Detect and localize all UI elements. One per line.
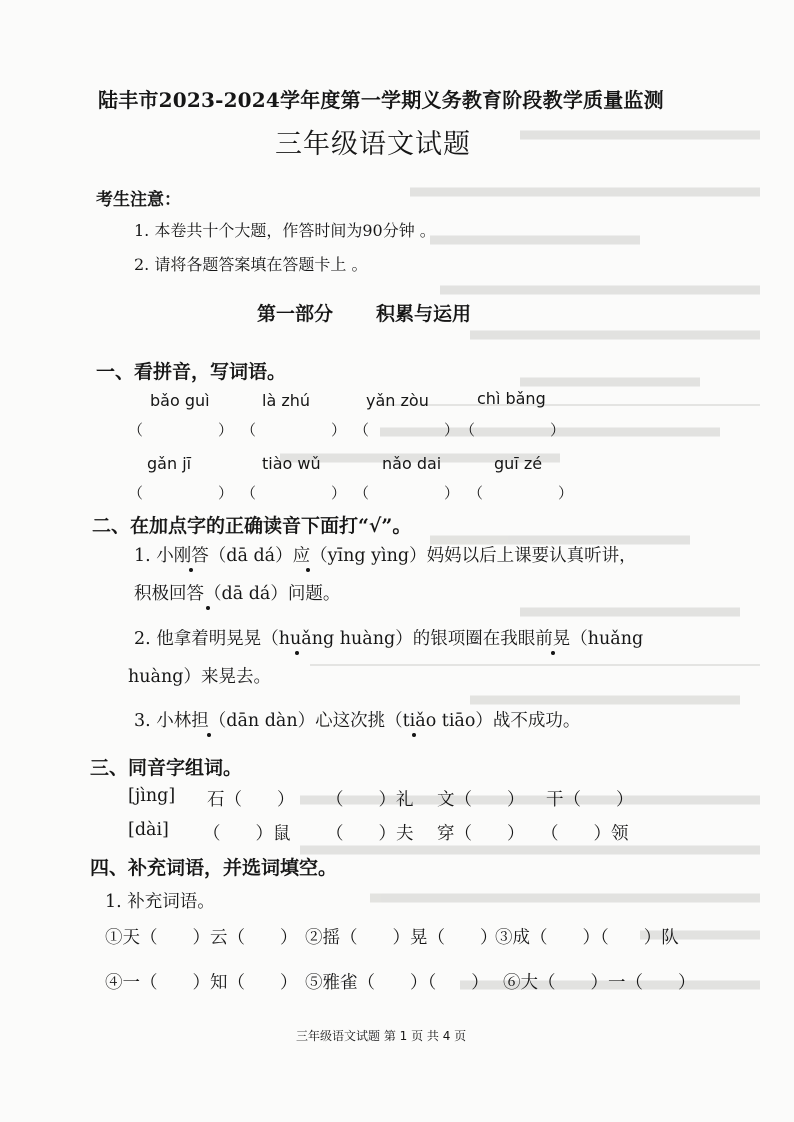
emphasis-dot xyxy=(551,651,555,655)
q1-heading: 一、看拼音，写词语。 xyxy=(96,361,287,383)
q3-row2-cell-4[interactable]: （ ）领 xyxy=(541,824,629,844)
q1-pinyin-2: là zhú xyxy=(262,391,311,410)
q1-pinyin-1: bǎo guì xyxy=(150,391,210,410)
q2-heading: 二、在加点字的正确读音下面打“√”。 xyxy=(92,515,412,537)
exam-subtitle: 三年级语文试题 xyxy=(275,129,471,160)
q1-pinyin-6: tiào wǔ xyxy=(262,454,321,473)
notice-item-2: 2. 请将各题答案填在答题卡上 。 xyxy=(134,255,368,274)
q4-heading: 四、补充词语，并选词填空。 xyxy=(90,857,338,879)
q2-item-1-line-1: 1. 小刚答（dā dá）应（yīng yìng）妈妈以后上课要认真听讲， xyxy=(134,546,637,566)
q3-row1-cell-4[interactable]: 干（ ） xyxy=(546,790,634,810)
q3-row1-cell-1[interactable]: 石（ ） xyxy=(207,790,295,810)
q3-heading: 三、同音字组词。 xyxy=(90,757,243,779)
q1-blank-1[interactable]: （ ） xyxy=(128,421,234,439)
q4-row1-item-1[interactable]: ①天（ ）云（ ） xyxy=(105,928,298,948)
q4-row2-item-1[interactable]: ④一（ ）知（ ） xyxy=(105,973,298,993)
q4-subheading: 1. 补充词语。 xyxy=(105,892,215,912)
notice-heading: 考生注意： xyxy=(96,190,181,210)
emphasis-dot xyxy=(412,733,416,737)
q1-pinyin-3: yǎn zòu xyxy=(366,391,429,410)
q3-row2-label: [dài] xyxy=(128,820,169,840)
q2-item-1-line-2: 积极回答（dā dá）问题。 xyxy=(134,584,341,604)
q1-pinyin-4: chì bǎng xyxy=(477,389,546,408)
q1-blank-2[interactable]: （ ） xyxy=(241,421,347,439)
emphasis-dot xyxy=(295,651,299,655)
q4-row1-item-2[interactable]: ②摇（ ）晃（ ） xyxy=(305,928,498,948)
q1-blank-8[interactable]: （ ） xyxy=(468,484,574,502)
q2-item-2-line-1: 2. 他拿着明晃晃（huǎng huàng）的银项圈在我眼前晃（huǎng xyxy=(134,629,644,649)
q3-row2-cell-3[interactable]: 穿（ ） xyxy=(437,824,525,844)
emphasis-dot xyxy=(206,606,210,610)
q1-blank-7[interactable]: （ ） xyxy=(354,484,460,502)
q1-blank-6[interactable]: （ ） xyxy=(241,484,347,502)
page-footer: 三年级语文试题 第 1 页 共 4 页 xyxy=(296,1029,467,1043)
q1-pinyin-5: gǎn jī xyxy=(147,454,192,473)
q3-row2-cell-2[interactable]: （ ）夫 xyxy=(326,824,414,844)
q3-row1-cell-3[interactable]: 文（ ） xyxy=(437,790,525,810)
q1-blank-4[interactable]: （ ） xyxy=(460,421,566,439)
q4-row2-item-2[interactable]: ⑤雅雀（ ）（ ） xyxy=(305,973,489,993)
q1-pinyin-7: nǎo dai xyxy=(382,454,442,473)
emphasis-dot xyxy=(207,733,211,737)
q3-row1-cell-2[interactable]: （ ）礼 xyxy=(326,790,414,810)
part1-name: 积累与运用 xyxy=(376,303,472,325)
q4-row2-item-3[interactable]: ⑥大（ ）一（ ） xyxy=(503,973,696,993)
q4-row1-item-3[interactable]: ③成（ ）（ ）队 xyxy=(495,928,679,948)
q1-blank-5[interactable]: （ ） xyxy=(128,484,234,502)
exam-title: 陆丰市2023-2024学年度第一学期义务教育阶段教学质量监测 xyxy=(98,88,664,112)
q1-blank-3[interactable]: （ ） xyxy=(354,421,460,439)
notice-item-1: 1. 本卷共十个大题，作答时间为90分钟 。 xyxy=(134,221,436,240)
part1-label: 第一部分 xyxy=(257,303,334,325)
emphasis-dot xyxy=(189,568,193,572)
emphasis-dot xyxy=(306,568,310,572)
q3-row1-label: [jìng] xyxy=(128,786,176,806)
q2-item-3: 3. 小林担（dān dàn）心这次挑（tiǎo tiāo）战不成功。 xyxy=(134,711,581,731)
q3-row2-cell-1[interactable]: （ ）鼠 xyxy=(203,824,291,844)
q1-pinyin-8: guī zé xyxy=(494,454,543,473)
q2-item-2-line-2: huàng）来晃去。 xyxy=(128,667,271,687)
